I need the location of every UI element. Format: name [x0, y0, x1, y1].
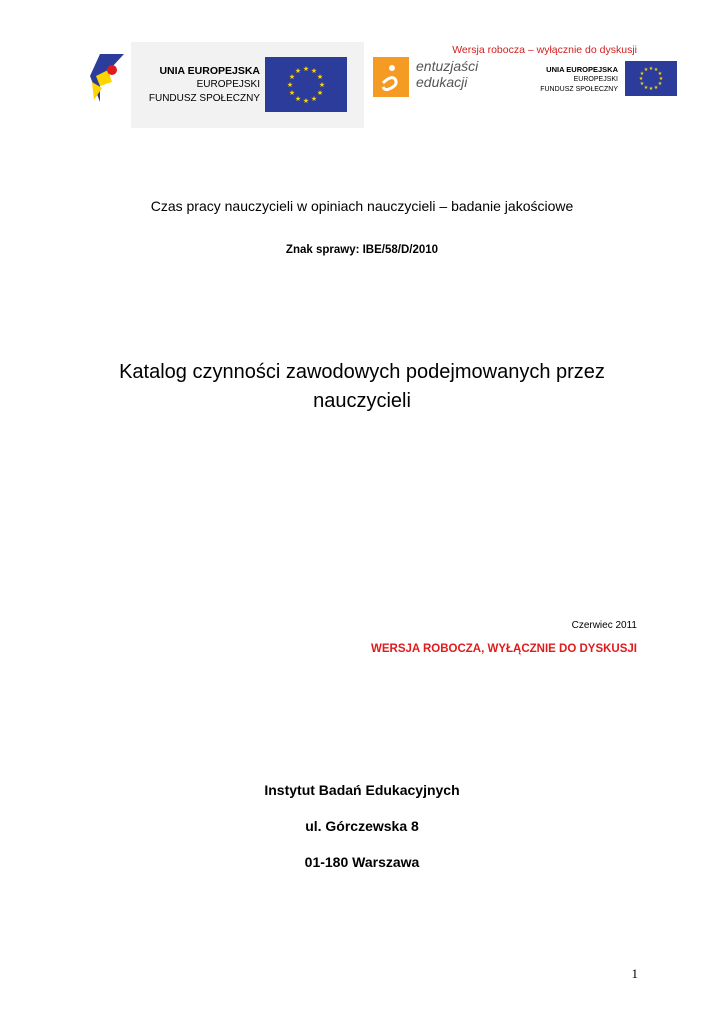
svg-text:★: ★	[653, 85, 659, 91]
svg-text:★: ★	[648, 66, 654, 72]
fund-line1-left: EUROPEJSKI	[196, 79, 260, 90]
svg-text:★: ★	[316, 73, 324, 81]
eu-flag-icon	[265, 57, 347, 112]
kapital-ludzki-logo-icon	[86, 52, 126, 106]
document-subtitle: Czas pracy nauczycieli w opiniach nauczycieli – badanie jakościowe	[150, 198, 574, 214]
svg-text:★: ★	[294, 67, 302, 75]
svg-text:★: ★	[638, 76, 644, 82]
entuzjasci-logo-icon	[373, 57, 409, 97]
institution-street: ul. Górczewska 8	[305, 818, 419, 834]
header-draft-note: Wersja robocza – wyłącznie do dyskusji	[452, 44, 637, 56]
case-number: Znak sprawy: IBE/58/D/2010	[285, 244, 439, 256]
svg-text:★: ★	[316, 89, 324, 97]
svg-text:★: ★	[302, 97, 310, 105]
svg-text:★: ★	[648, 86, 654, 92]
svg-text:★: ★	[288, 73, 296, 81]
entuzjasci-text	[416, 58, 478, 90]
svg-text:★: ★	[294, 95, 302, 103]
svg-text:★: ★	[310, 67, 318, 75]
eu-text-right	[534, 65, 618, 95]
institution-city: 01-180 Warszawa	[304, 854, 420, 870]
svg-text:★: ★	[657, 71, 663, 77]
institution-name: Instytut Badań Edukacyjnych	[264, 782, 460, 798]
fund-line2-right: FUNDUSZ SPOŁECZNY	[540, 86, 618, 93]
svg-text:★: ★	[643, 85, 649, 91]
eu-text-left	[148, 64, 260, 106]
svg-text:★: ★	[286, 81, 294, 89]
title-line-2: nauczycieli	[313, 390, 411, 412]
eu-name-left: UNIA EUROPEJSKA	[159, 65, 260, 77]
svg-text:★: ★	[658, 76, 664, 82]
document-title	[100, 358, 624, 416]
title-line-1: Katalog czynności zawodowych podejmowanych przez	[119, 361, 605, 383]
svg-text:★: ★	[639, 81, 645, 87]
svg-text:★: ★	[288, 89, 296, 97]
svg-text:★: ★	[643, 67, 649, 73]
draft-notice: WERSJA ROBOCZA, WYŁĄCZNIE DO DYSKUSJI	[370, 643, 637, 655]
svg-text:★: ★	[653, 67, 659, 73]
document-date: Czerwiec 2011	[571, 620, 637, 631]
eu-name-right: UNIA EUROPEJSKA	[546, 65, 618, 74]
svg-text:★: ★	[318, 81, 326, 89]
fund-line2-left: FUNDUSZ SPOŁECZNY	[148, 93, 260, 104]
fund-line1-right: EUROPEJSKI	[573, 76, 618, 83]
eu-logo-block-left	[131, 42, 364, 128]
svg-text:★: ★	[302, 65, 310, 73]
entuzjasci-line1: entuzjaści	[416, 58, 479, 74]
eu-flag-small-icon	[625, 61, 677, 96]
svg-text:★: ★	[310, 95, 318, 103]
page-number: 1	[631, 966, 638, 981]
svg-text:★: ★	[657, 81, 663, 87]
svg-text:★: ★	[639, 71, 645, 77]
entuzjasci-line2: edukacji	[416, 74, 468, 90]
